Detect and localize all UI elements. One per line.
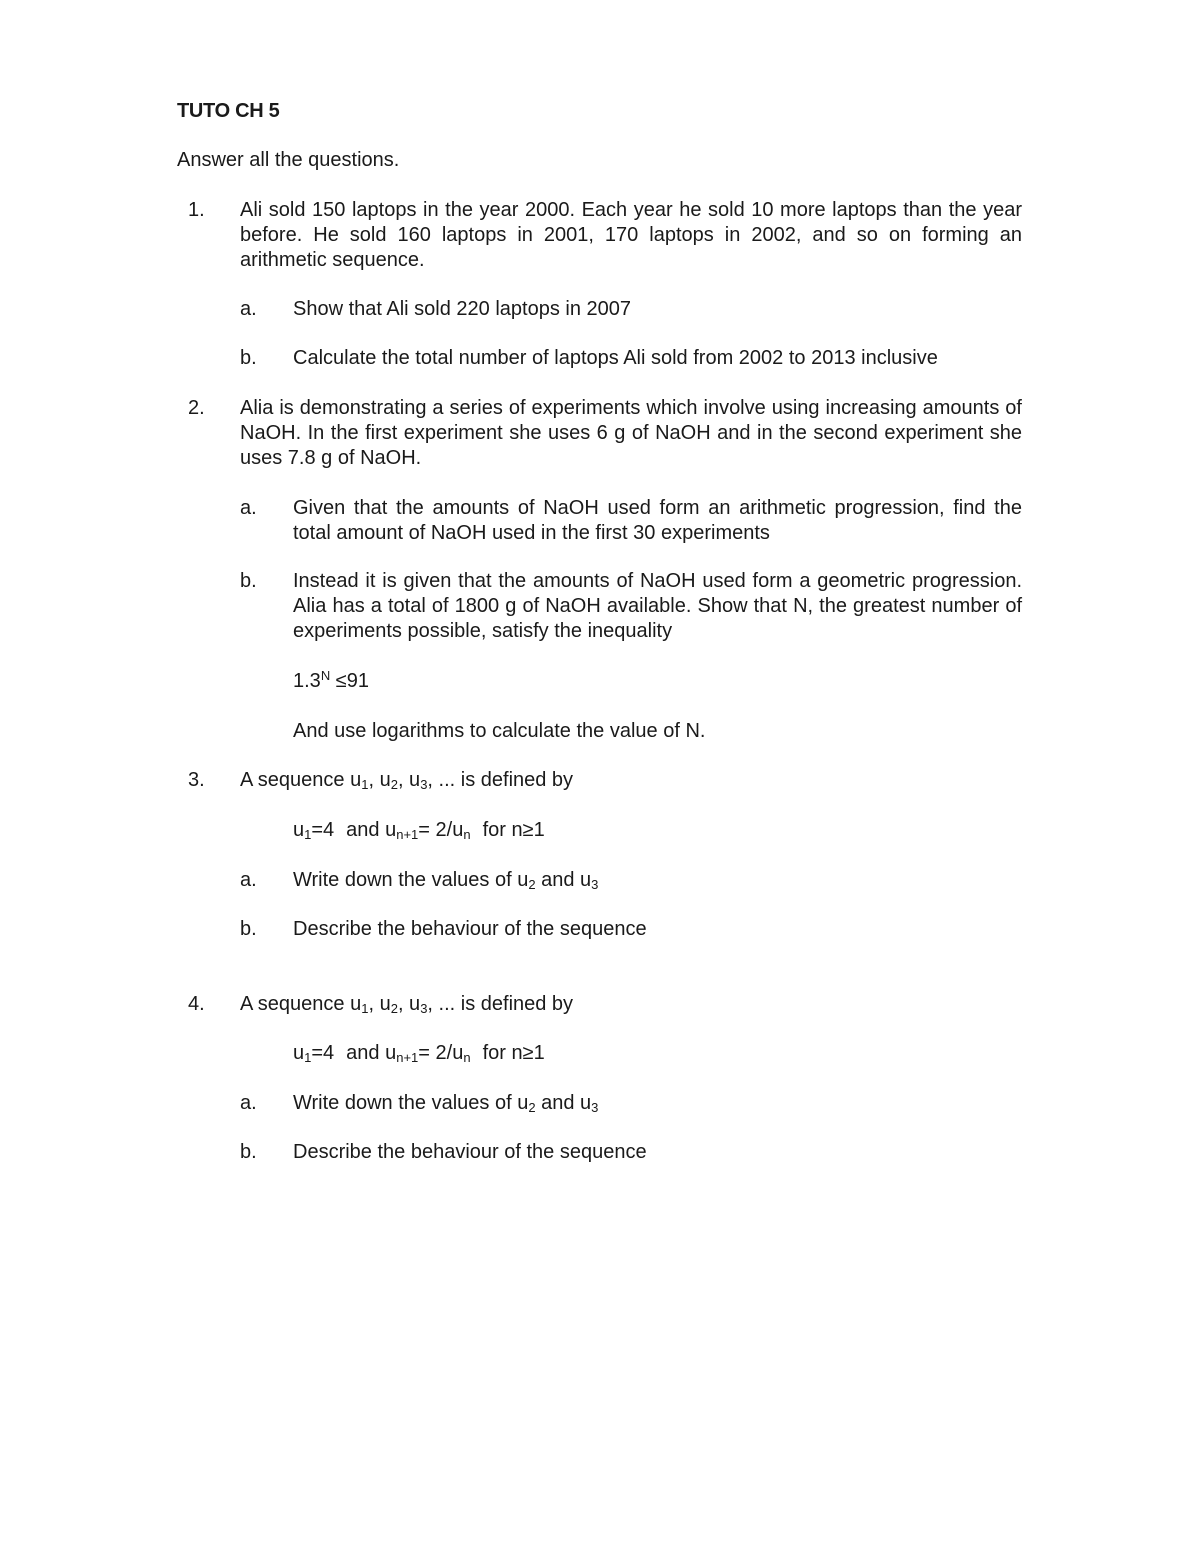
question-1a-label: a. <box>240 298 257 320</box>
question-4b-text: Describe the behaviour of the sequence <box>293 1141 647 1163</box>
question-3-definition: $u_1=4$ and $u_{n+1}= 2/u_n$ for n≥1 <box>293 819 545 842</box>
question-3-number: 3. <box>188 769 205 791</box>
logarithm-instruction: And use logarithms to calculate the value of N. <box>293 720 706 742</box>
inequality: $1.3^N \le 91$ <box>293 668 369 692</box>
question-2-number: 2. <box>188 397 205 419</box>
question-1b-text: Calculate the total number of laptops Ali sold from 2002 to 2013 inclusive <box>293 347 938 369</box>
question-2b-text: Instead it is given that the amounts of NaOH used form a geometric progression. Alia has a total of 1800 g of NaOH available. Show that N, the greatest number of experiments possible, satisfy the inequality <box>293 570 1022 642</box>
question-1-number: 1. <box>188 199 205 221</box>
question-2a-label: a. <box>240 497 257 519</box>
question-4-number: 4. <box>188 993 205 1015</box>
instruction-text: Answer all the questions. <box>177 149 400 171</box>
question-4b-label: b. <box>240 1141 257 1163</box>
question-3b-label: b. <box>240 918 257 940</box>
question-1b-label: b. <box>240 347 257 369</box>
page-title: TUTO CH 5 <box>177 100 280 122</box>
question-1-text: Ali sold 150 laptops in the year 2000. Each year he sold 10 more laptops than the year before. He sold 160 laptops in 2001, 170 laptops in 2002, and so on forming an arithmetic sequence. <box>240 199 1022 271</box>
question-2-text: Alia is demonstrating a series of experiments which involve using increasing amounts of NaOH. In the first experiment she uses 6 g of NaOH and in the second experiment she uses 7.8 g of NaOH. <box>240 397 1022 469</box>
question-3-text: A sequence $u_1$, $u_2$, $u_3$, ... is defined by <box>240 769 574 792</box>
question-4a-label: a. <box>240 1092 257 1114</box>
question-2a-text: Given that the amounts of NaOH used form an arithmetic progression, find the total amount of NaOH used in the first 30 experiments <box>293 497 1022 544</box>
question-4-text: A sequence $u_1$, $u_2$, $u_3$, ... is defined by <box>240 993 574 1016</box>
question-2b-label: b. <box>240 570 257 592</box>
question-4a-text: Write down the values of $u_2$ and $u_3$ <box>293 1092 599 1115</box>
question-3a-text: Write down the values of $u_2$ and $u_3$ <box>293 869 599 892</box>
question-1a-text: Show that Ali sold 220 laptops in 2007 <box>293 298 632 320</box>
question-4-definition: $u_1=4$ and $u_{n+1}= 2/u_n$ for n≥1 <box>293 1042 545 1065</box>
question-3b-text: Describe the behaviour of the sequence <box>293 918 647 940</box>
question-3a-label: a. <box>240 869 257 891</box>
